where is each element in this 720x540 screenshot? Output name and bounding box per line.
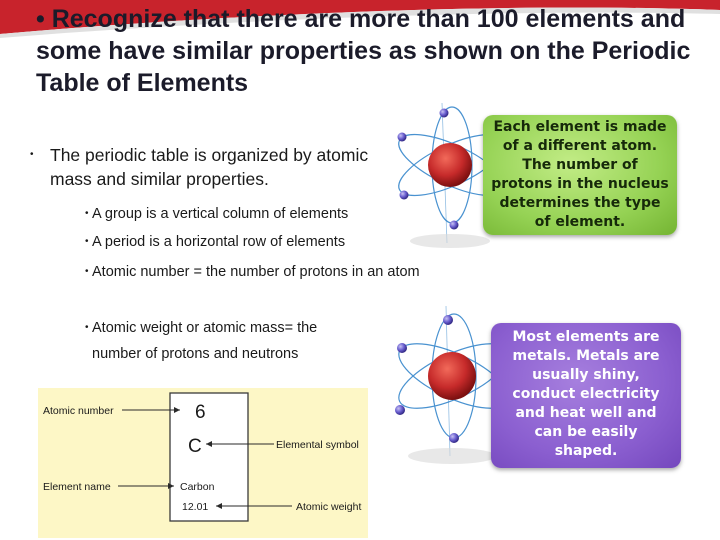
green-callout bbox=[483, 115, 677, 235]
label-elemental-symbol: Elemental symbol bbox=[276, 439, 359, 451]
bullet-marker: • bbox=[85, 266, 89, 277]
label-atomic-weight: Atomic weight bbox=[296, 501, 362, 513]
bullet-marker: • bbox=[30, 149, 34, 160]
sub-bullet-text: Atomic number = the number of protons in an atom bbox=[92, 264, 420, 280]
card-weight: 12.01 bbox=[182, 501, 209, 513]
main-bullet-text: The periodic table is organized by atomic mass and similar properties. bbox=[50, 145, 369, 189]
card-name: Carbon bbox=[180, 481, 215, 493]
bullet-marker: • bbox=[85, 322, 89, 333]
sub-bullet-text: Atomic weight or atomic mass= the number of protons and neutrons bbox=[92, 320, 318, 362]
purple-callout bbox=[491, 323, 681, 468]
element-card bbox=[38, 388, 368, 538]
sub-bullet-text: A period is a horizontal row of elements bbox=[92, 234, 346, 250]
main-bullet bbox=[30, 143, 390, 191]
element-card-diagram bbox=[38, 388, 368, 538]
card-number: 6 bbox=[195, 402, 206, 423]
sub-bullet bbox=[85, 315, 355, 367]
green-callout-text: Each element is made of a different atom. The number of protons in the nucleus determines the type of element. bbox=[491, 119, 669, 230]
sub-bullet bbox=[85, 201, 405, 227]
bullet-marker: • bbox=[85, 236, 89, 247]
sub-bullet-text: A group is a vertical column of elements bbox=[92, 206, 349, 222]
label-atomic-number: Atomic number bbox=[43, 405, 114, 417]
slide-title: • Recognize that there are more than 100 elements and some have similar properties as shown on the Periodic Table of Elements bbox=[36, 5, 691, 97]
sub-bullet bbox=[85, 229, 405, 255]
label-element-name: Element name bbox=[43, 481, 111, 493]
card-symbol: C bbox=[188, 436, 202, 457]
bullet-marker: • bbox=[85, 208, 89, 219]
sub-bullet bbox=[85, 259, 425, 285]
purple-callout-text: Most elements are metals. Metals are usually shiny, conduct electricity and heat well and can be easily shaped. bbox=[512, 329, 660, 459]
